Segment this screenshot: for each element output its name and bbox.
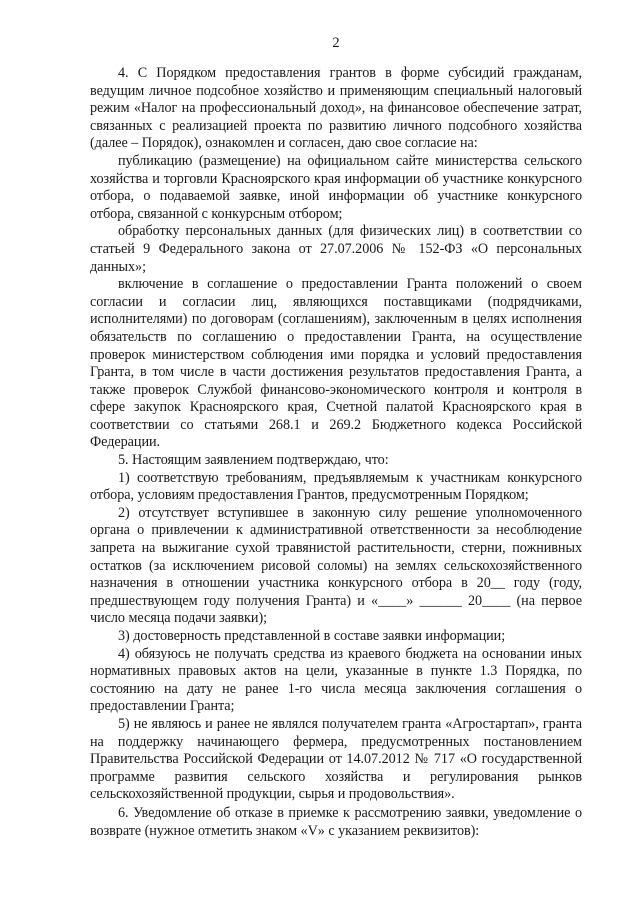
page-number: 2: [332, 35, 340, 51]
paragraph-6-notification: 6. Уведомление об отказе в приемке к рассмотрению заявки, уведомление о возврате (нужное отметить знаком «V» с указанием реквизитов):: [90, 804, 582, 839]
paragraph-consent-agreement: включение в соглашение о предоставлении Гранта положений о своем согласии и согласии лиц, являющихся поставщиками (подрядчиками, исполнителями) по договорам (соглашениям), заключенным в целях исполнения обязательств по соглашению о предоставлении Гранта, на осуществление проверок министерством соблюдения ими порядка и условий предоставления Гранта, в том числе в части достижения результатов предоставления Гранта, а также проверок Службой финансово-экономического контроля и контроля в сфере закупок Красноярского края, Счетной палатой Красноярского края в соответствии со статьями 268.1 и 269.2 Бюджетного кодекса Российской Федерации.: [90, 276, 582, 451]
paragraph-confirm-1: 1) соответствую требованиям, предъявляемым к участникам конкурсного отбора, условиям предоставления Грантов, предусмотренным Порядком;: [90, 469, 582, 504]
paragraph-confirm-2: 2) отсутствует вступившее в законную силу решение уполномоченного органа о привлечении к административной ответственности за несоблюдение запрета на выжигание сухой травянистой растительности, стерни, пожнивных остатков (за исключением рисовой соломы) на землях сельскохозяйственного назначения в отношении участника конкурсного отбора в 20__ году (году, предшествующем году получения Гранта) и «____» ______ 20____ (на первое число месяца подачи заявки);: [90, 504, 582, 627]
paragraph-consent-personal-data: обработку персональных данных (для физических лиц) в соответствии со статьей 9 Федерального закона от 27.07.2006 № 152-ФЗ «О персональных данных»;: [90, 223, 582, 275]
paragraph-4-consent: 4. С Порядком предоставления грантов в форме субсидий гражданам, ведущим личное подсобное хозяйство и применяющим специальный налоговый режим «Налог на профессиональный доход», на финансовое обеспечение затрат, связанных с реализацией проекта по развитию личного подсобного хозяйства (далее – Порядок), ознакомлен и согласен, даю свое согласие на:: [90, 65, 582, 152]
paragraph-confirm-4: 4) обязуюсь не получать средства из краевого бюджета на основании иных нормативных правовых актов на цели, указанные в пункте 1.3 Порядка, по состоянию на дату не ранее 1-го числа месяца заключения соглашения о предоставлении Гранта;: [90, 645, 582, 715]
paragraph-confirm-5: 5) не являюсь и ранее не являлся получателем гранта «Агростартап», гранта на поддержку начинающего фермера, предусмотренных постановлением Правительства Российской Федерации от 14.07.2012 № 717 «О государственной программе развития сельского хозяйства и регулирования рынков сельскохозяйственной продукции, сырья и продовольствия».: [90, 715, 582, 803]
document-body: [90, 65, 582, 840]
paragraph-consent-publication: публикацию (размещение) на официальном сайте министерства сельского хозяйства и торговли Красноярского края информации об участнике конкурсного отбора, о подаваемой заявке, иной информации об участнике конкурсного отбора, связанной с конкурсным отбором;: [90, 152, 582, 222]
paragraph-confirm-3: 3) достоверность представленной в составе заявки информации;: [118, 628, 506, 644]
paragraph-5-confirm: 5. Настоящим заявлением подтверждаю, что:: [118, 452, 389, 469]
